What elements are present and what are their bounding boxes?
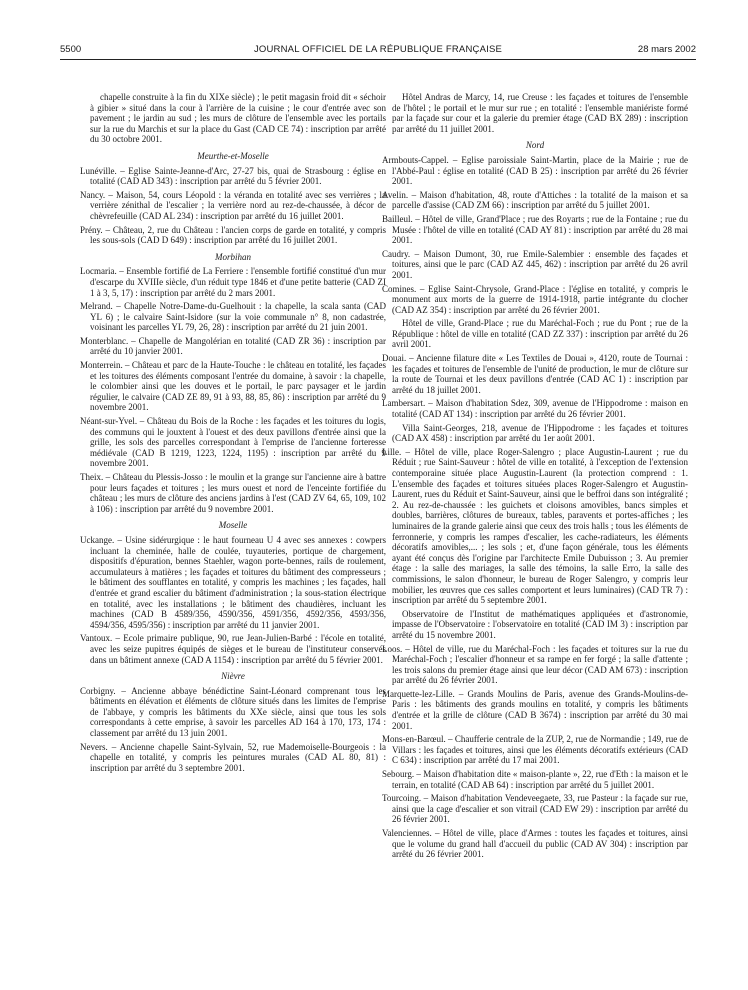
register-entry: Uckange. – Usine sidérurgique : le haut fourneau U 4 avec ses annexes : cowpers incluant la cheminée, halle de coulée, tuyauteries, portique de chargement, dispositifs d'épuration, bennes Staehler, wagon porte-bennes, rails de roulement, accumulateurs à matières ; les façades et toitures du bâtiment des compresseurs ; le bâtiment des soufflantes en totalité, y compris les machines ; les façades, hall d'entrée et grand escalier du bâtiment d'administration ; la sous-station électrique en totalité, avec les installations ; le bâtiment des chaudières, incluant les machines (CAD B 4589/356, 4590/356, 4591/356, 4592/356, 4593/356, 4594/356, 4595/356) : inscription par arrêté du 11 janvier 2001. xyxy=(80,534,386,630)
section-heading: Nord xyxy=(525,140,545,151)
register-entry: Comines. – Eglise Saint-Chrysole, Grand-Place : l'église en totalité, y compris le monument aux morts de la guerre de 1914-1918, partie intégrante du clocher (CAD AZ 354) : inscription par arrêté du 26 février 2001. xyxy=(382,283,688,315)
register-entry: Armbouts-Cappel. – Eglise paroissiale Saint-Martin, place de la Mairie ; rue de l'Abbé-Paul : église en totalité (CAD B 25) : inscription par arrêté du 26 février 2001. xyxy=(382,154,688,187)
register-entry: chapelle construite à la fin du XIXe siècle) ; le petit magasin froid dit « séchoir à gibier » situé dans la cour à l'arrière de la cuisine ; le cour d'entrée avec son pavement ; le jardin au sud ; les murs de clôture de l'ensemble avec les portails sur la rue du Marchis et sur la place du Gast (CAD CE 74) : inscription par arrêté du 30 octobre 2001. xyxy=(90,92,386,145)
register-entry: Villa Saint-Georges, 218, avenue de l'Hippodrome : les façades et toitures (CAD AX 458) : inscription par arrêté du 1er août 2001. xyxy=(392,422,688,444)
register-entry: Valenciennes. – Hôtel de ville, place d'Armes : toutes les façades et toitures, ainsi que le volume du grand hall d'accueil du public (CAD AV 304) : inscription par arrêté du 26 février 2001. xyxy=(382,828,688,860)
left-column xyxy=(80,92,386,972)
right-column xyxy=(382,92,688,972)
register-entry: Mons-en-Barœul. – Chaufferie centrale de la ZUP, 2, rue de Normandie ; 149, rue de Villars : les façades et toitures, ainsi que les éléments décoratifs extérieurs (CAD C 634) : inscription par arrêté du 17 mai 2001. xyxy=(382,734,688,766)
register-entry: Caudry. – Maison Dumont, 30, rue Emile-Salembier : ensemble des façades et toitures, ainsi que le parc (CAD AZ 445, 462) : inscription par arrêté du 26 avril 2001. xyxy=(382,248,688,280)
register-entry: Hôtel de ville, Grand-Place ; rue du Maréchal-Foch ; rue du Pont ; rue de la République : hôtel de ville en totalité (CAD ZZ 337) : inscription par arrêté du 26 avril 2001. xyxy=(392,318,688,350)
register-entry: Hôtel Andras de Marcy, 14, rue Creuse : les façades et toitures de l'ensemble de l'hôtel ; le portail et le mur sur rue ; en totalité : l'ensemble maniériste formé par la façade sur cour et la galerie du premier étage (CAD BX 289) : inscription par arrêté du 11 juillet 2001. xyxy=(392,92,688,134)
register-entry: Locmaria. – Ensemble fortifié de La Ferriere : l'ensemble fortifié constitué d'un mur d'escarpe du XVIIIe siècle, d'un réduit type 1846 et d'une petite batterie (CAD ZI 1 à 3, 5, 17) : inscription par arrêté du 2 mars 2001. xyxy=(80,266,386,298)
register-entry: Melrand. – Chapelle Notre-Dame-du-Guelhouit : la chapelle, la scala santa (CAD YL 6) ; le calvaire Saint-Isidore (sur la voie communale n° 8, non cadastrée, voisinant les parcelles YL 79, 26, 28) : inscription par arrêté du 21 juin 2001. xyxy=(80,301,386,333)
journal-title: JOURNAL OFFICIEL DE LA RÉPUBLIQUE FRANÇAISE xyxy=(253,44,503,55)
section-heading: Meurthe-et-Moselle xyxy=(197,150,269,161)
register-entry: Lunéville. – Eglise Sainte-Jeanne-d'Arc, 27-27 bis, quai de Strasbourg : église en totalité (CAD AD 343) : inscription par arrêté du 5 février 2001. xyxy=(80,165,386,187)
issue-date: 28 mars 2002 xyxy=(637,44,696,55)
register-entry: Observatoire de l'Institut de mathématiques appliquées et d'astronomie, impasse de l'Observatoire : l'observatoire en totalité (CAD IM 3) : inscription par arrêté du 15 novembre 2001. xyxy=(392,608,688,640)
register-entry: Nevers. – Ancienne chapelle Saint-Sylvain, 52, rue Mademoiselle-Bourgeois : la chapelle en totalité, y compris les peintures murales (CAD AL 80, 81) : inscription par arrêté du 3 septembre 2001. xyxy=(80,741,386,773)
register-entry: Lambersart. – Maison d'habitation Sdez, 309, avenue de l'Hippodrome : maison en totalité (CAD AT 134) : inscription par arrêté du 26 février 2001. xyxy=(382,398,688,420)
register-entry: Monterrein. – Château et parc de la Haute-Touche : le château en totalité, les façades et les toitures des éléments composant l'entrée du domaine, à savoir : la chapelle, le colombier ainsi que les douves et le portail, le parc paysager et le jardin régulier, le calvaire (CAD ZE 89, 91 à 93, 88, 85, 86) : inscription par arrêté du 9 novembre 2001. xyxy=(80,360,386,413)
page-number: 5500 xyxy=(60,44,82,55)
register-entry: Loos. – Hôtel de ville, rue du Maréchal-Foch : les façades et toitures sur la rue du Maréchal-Foch ; l'escalier d'honneur et sa rampe en fer forgé ; la salle d'attente ; les trois salons du premier étage ainsi que leur décor (CAD AM 673) : inscription par arrêté du 26 février 2001. xyxy=(382,643,688,686)
register-entry: Marquette-lez-Lille. – Grands Moulins de Paris, avenue des Grands-Moulins-de-Paris : les bâtiments des grands moulins en totalité, y compris les bâtiments d'entrée et la grille de clôture (CAD B 3674) : inscription par arrêté du 30 mai 2001. xyxy=(382,688,688,731)
register-entry: Nancy. – Maison, 54, cours Léopold : la véranda en totalité avec ses verrières ; la verrière zénithal de l'escalier ; la verrière nord au rez-de-chaussée, à décor de chèvrefeuille (CAD AL 234) : inscription par arrêté du 16 juillet 2001. xyxy=(80,189,386,221)
header-rule xyxy=(60,59,696,60)
register-entry: Douai. – Ancienne filature dite « Les Textiles de Douai », 4120, route de Tournai : les façades et toitures de l'ensemble de l'unité de production, le mur de clôture sur la route de Tournai et les deux pavillons d'entrée (CAD AC 1) : inscription par arrêté du 18 juillet 2001. xyxy=(382,353,688,395)
register-entry: Prény. – Château, 2, rue du Château : l'ancien corps de garde en totalité, y compris les sous-sols (CAD D 649) : inscription par arrêté du 16 juillet 2001. xyxy=(80,224,386,246)
register-entry: Tourcoing. – Maison d'habitation Vendeveegaete, 33, rue Pasteur : la façade sur rue, ainsi que la cage d'escalier et son vitrail (CAD EW 29) : inscription par arrêté du 26 février 2001. xyxy=(382,793,688,825)
register-entry: Avelin. – Maison d'habitation, 48, route d'Attiches : la totalité de la maison et sa parcelle d'assise (CAD ZM 66) : inscription par arrêté du 5 juillet 2001. xyxy=(382,189,688,211)
section-heading: Nièvre xyxy=(221,671,245,682)
register-entry: Theix. – Château du Plessis-Josso : le moulin et la grange sur l'ancienne aire à battre pour leurs façades et toitures ; les murs ouest et nord de l'enceinte fortifiée du château ; les murs de clôture des anciens jardins à l'est (CAD ZV 64, 65, 109, 102 à 106) : inscription par arrêté du 9 novembre 2001. xyxy=(80,472,386,514)
register-entry: Néant-sur-Yvel. – Château du Bois de la Roche : les façades et les toitures du logis, des communs qui le jouxtent à l'ouest et des deux pavillons d'entrée ainsi que la grille, les sols des parcelles correspondant à l'emprise de l'ancienne forteresse médiévale (CAD B 1219, 1223, 1224, 1195) : inscription par arrêté du 9 novembre 2001. xyxy=(80,416,386,469)
register-entry: Bailleul. – Hôtel de ville, Grand'Place ; rue des Royarts ; rue de la Fontaine ; rue du Musée : l'hôtel de ville en totalité (CAD AY 81) : inscription par arrêté du 28 mai 2001. xyxy=(382,213,688,246)
register-entry: Corbigny. – Ancienne abbaye bénédictine Saint-Léonard comprenant tous les bâtiments en élévation et éléments de clôture situés dans les limites de l'emprise de l'abbaye, y compris les bâtiments du XXe siècle, ainsi que tous les sols correspondants à cette emprise, à savoir les parcelles AD 164 à 170, 173, 174 : classement par arrêté du 13 juin 2001. xyxy=(80,685,386,739)
register-entry: Vantoux. – Ecole primaire publique, 90, rue Jean-Julien-Barbé : l'école en totalité, avec les seize pupitres équipés de sièges et le bureau de l'instituteur conservés dans un bâtiment annexe (CAD A 1154) : inscription par arrêté du 5 février 2001. xyxy=(80,633,386,665)
section-heading: Morbihan xyxy=(215,251,251,262)
register-entry: Sebourg. – Maison d'habitation dite « maison-plante », 22, rue d'Eth : la maison et le terrain, en totalité (CAD AB 64) : inscription par arrêté du 5 juillet 2001. xyxy=(382,769,688,790)
register-entry: Lille. – Hôtel de ville, place Roger-Salengro ; place Augustin-Laurent ; rue du Réduit ; rue Saint-Sauveur : hôtel de ville en totalité, à l'exception de l'extension contemporaine située place Augustin-Laurent (la protection comprend : 1. L'ensemble des façades et toitures situées places Roger-Salengro et Augustin-Laurent, rues du Réduit et Saint-Sauveur, ainsi que le beffroi dans son intégralité ; 2. Au rez-de-chaussée : les guichets et cloisons amovibles, bancs simples et doubles, barrières, clôtures de bureaux, tables, paravents et portes-affiches ; les luminaires de la grande galerie ainsi que ceux des trois halls ; tous les éléments de ferronnerie, y compris les rampes d'escalier, les cache-radiateurs, les éléments décoratifs amovibles,... ; les sols ; et, d'une façon générale, tous les éléments ayant été conçus dès l'origine par l'architecte Emile Dubuisson ; 3. Au premier étage : la salle des mariages, la salle des témoins, la salle Erro, la salle des commissions, le salon d'honneur, le bureau de Roger Salengro, y compris leur mobilier, les œuvres que ces salles comportent et leurs luminaires) (CAD TR 7) : inscription par arrêté du 5 septembre 2001. xyxy=(382,446,688,606)
section-heading: Moselle xyxy=(218,520,248,531)
register-entry: Monterblanc. – Chapelle de Mangolérian en totalité (CAD ZR 36) : inscription par arrêté du 10 janvier 2001. xyxy=(80,335,386,357)
page-header xyxy=(60,44,696,58)
